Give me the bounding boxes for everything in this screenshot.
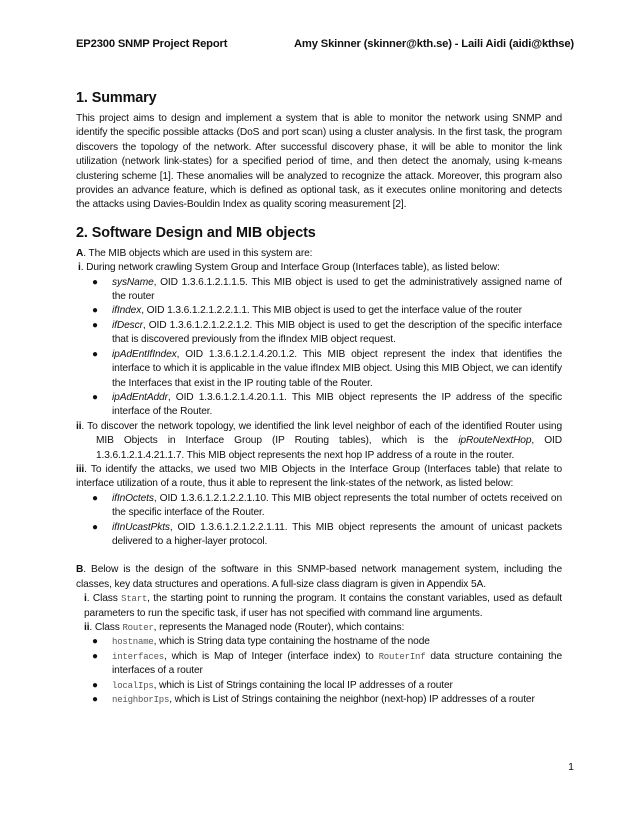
list-item: ● sysName, OID 1.3.6.1.2.1.1.5. This MIB object is used to get the administratively assigned name of the router <box>92 276 562 303</box>
page-header <box>76 38 574 54</box>
page-body <box>76 88 562 707</box>
part-a-i-list <box>76 276 562 420</box>
header-authors: Amy Skinner (skinner@kth.se) - Laili Aidi (aidi@kthse) <box>294 38 574 50</box>
section-1-heading: 1. Summary <box>76 90 157 106</box>
part-a-i-text: i. During network crawling System Group and Interface Group (Interfaces table), as listed below: <box>78 262 500 274</box>
list-item: ● interfaces, which is Map of Integer (interface index) to RouterInf data structure containing the interfaces of a router <box>92 650 562 677</box>
part-a-ii-text: ii. To discover the network topology, we identified the link level neighbor of each of the identified Router using MIB Objects in Interface Group (IP Routing tables), which is the ipRouteNextHop, OID 1.3.6.1.2.1.4.21.1.7. This MIB object represents the next hop IP address of a route in the router. <box>76 420 562 461</box>
page-number: 1 <box>568 761 574 773</box>
list-item: ● hostname, which is String data type containing the hostname of the node <box>92 636 430 648</box>
list-item: ● ifInUcastPkts, OID 1.3.6.1.2.1.2.2.1.11. This MIB object represents the amount of unicast packets delivered to a higher-layer protocol. <box>92 521 562 547</box>
list-item: ● neighborIps, which is List of Strings containing the neighbor (next-hop) IP addresses of a router <box>92 694 535 706</box>
part-b-ii-list <box>76 635 562 707</box>
part-b-ii-text: ii. Class Router, represents the Managed node (Router), which contains: <box>84 622 405 633</box>
part-b-i-text: i. Class Start, the starting point to running the program. It contains the constant variables, used as default parameters to run the specific task, if user has not specified with command line arguments. <box>84 593 562 619</box>
part-a-intro: A. The MIB objects which are used in this system are: <box>76 247 313 259</box>
section-2-heading: 2. Software Design and MIB objects <box>76 224 316 241</box>
header-title: EP2300 SNMP Project Report <box>76 38 228 50</box>
part-b-intro: B. Below is the design of the software in this SNMP-based network management system, including the classes, key data structures and operations. A full-size class diagram is given in Appendix 5A. <box>76 564 562 590</box>
part-a-iii-list <box>76 492 562 550</box>
list-item: ● ifIndex, OID 1.3.6.1.2.1.2.2.1.1. This MIB object is used to get the interface value of the router <box>92 305 522 317</box>
summary-paragraph: This project aims to design and implement a system that is able to monitor the network using SNMP and identify the specific possible attacks (DoS and port scan) using a cluster analysis. In the first task, the program discovers the topology of the network. After successful discovery phase, it will be able to monitor the link utilization (network link-states) for a specified period of time, and then detect the anomaly, using k-means clustering scheme [1]. These anomalies will be analyzed to recognize the attack. Moreover, this program also provides an advance feature, which is defined as optional task, as it executes online monitoring and detects the attacks using Davies-Bouldin Index as quality scoring measurement [2]. <box>76 113 562 211</box>
list-item: ● ifInOctets, OID 1.3.6.1.2.1.2.2.1.10. This MIB object represents the total number of octets received on the specific interface of the Router. <box>92 492 562 519</box>
list-item: ● ipAdEntIfIndex, OID 1.3.6.1.2.1.4.20.1.2. This MIB object represent the index that identifies the interface to which it is applicable in the value ifIndex MIB object. Using this MIB Object, we can identify the Interfaces that exist in the IP routing table of the Router. <box>92 348 562 389</box>
list-item: ● ifDescr, OID 1.3.6.1.2.1.2.2.1.2. This MIB object is used to get the description of the specific interface that is discovered previously from the ifIndex MIB object request. <box>92 319 562 346</box>
list-item: ● localIps, which is List of Strings containing the local IP addresses of a router <box>92 679 453 691</box>
part-a-iii-text: iii. To identify the attacks, we used two MIB Objects in the Interface Group (Interfaces table) that relate to interface utilization of a route, thus it able to represent the link-states of the network, as listed below: <box>76 463 562 490</box>
list-item: ● ipAdEntAddr, OID 1.3.6.1.2.1.4.20.1.1. This MIB object represents the IP address of the specific interface of the Router. <box>92 391 562 418</box>
